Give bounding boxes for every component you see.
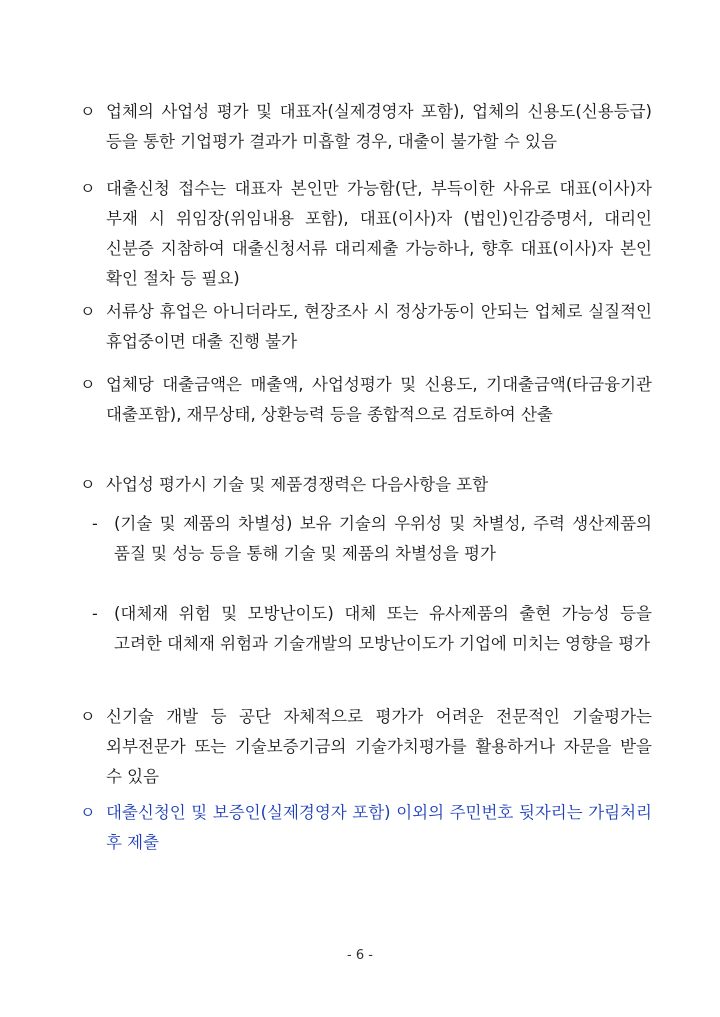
list-item xyxy=(80,297,652,357)
sub-list-item xyxy=(92,599,652,659)
dash-icon: - xyxy=(92,604,98,623)
bullet-icon: ㅇ xyxy=(80,179,96,198)
list-item-text: 업체당 대출금액은 매출액, 사업성평가 및 신용도, 기대출금액(타금융기관 대출포함), 재무상태, 상환능력 등을 종합적으로 검토하여 산출 xyxy=(106,375,652,424)
bullet-icon: ㅇ xyxy=(80,302,96,321)
list-item xyxy=(80,97,652,157)
bullet-icon: ㅇ xyxy=(80,475,96,494)
sub-list-item-text: (기술 및 제품의 차별성) 보유 기술의 우위성 및 차별성, 주력 생산제품의 품질 및 성능 등을 통해 기술 및 제품의 차별성을 평가 xyxy=(114,514,652,563)
bullet-icon: ㅇ xyxy=(80,707,96,726)
bullet-icon: ㅇ xyxy=(80,102,96,121)
page-number: - 6 - xyxy=(347,948,373,963)
list-item-text: 대출신청 접수는 대표자 본인만 가능함(단, 부득이한 사유로 대표(이사)자 부재 시 위임장(위임내용 포함), 대표(이사)자 (법인)인감증명서, 대리인 신분증 지참하여 대출신청서류 대리제출 가능하나, 향후 대표(이사)자 본인 확인 절차 등 필요) xyxy=(106,179,652,288)
list-item-text: 업체의 사업성 평가 및 대표자(실제경영자 포함), 업체의 신용도(신용등급)등을 통한 기업평가 결과가 미흡할 경우, 대출이 불가할 수 있음 xyxy=(106,102,652,151)
list-item-highlighted xyxy=(80,798,652,858)
bullet-icon: ㅇ xyxy=(80,375,96,394)
list-item-text: 서류상 휴업은 아니더라도, 현장조사 시 정상가동이 안되는 업체로 실질적인 휴업중이면 대출 진행 불가 xyxy=(106,302,652,351)
list-item xyxy=(80,470,652,500)
list-item xyxy=(80,174,652,294)
list-item-text: 신기술 개발 등 공단 자체적으로 평가가 어려운 전문적인 기술평가는 외부전문가 또는 기술보증기금의 기술가치평가를 활용하거나 자문을 받을 수 있음 xyxy=(106,707,652,786)
sub-list-item xyxy=(92,509,652,569)
list-item xyxy=(80,702,652,792)
list-item xyxy=(80,370,652,430)
bullet-icon: ㅇ xyxy=(80,803,96,822)
sub-list-item-text: (대체재 위험 및 모방난이도) 대체 또는 유사제품의 출현 가능성 등을 고려한 대체재 위험과 기술개발의 모방난이도가 기업에 미치는 영향을 평가 xyxy=(114,604,652,653)
list-item-text: 사업성 평가시 기술 및 제품경쟁력은 다음사항을 포함 xyxy=(106,475,489,494)
dash-icon: - xyxy=(92,514,98,533)
list-item-text: 대출신청인 및 보증인(실제경영자 포함) 이외의 주민번호 뒷자리는 가림처리 후 제출 xyxy=(106,803,652,852)
